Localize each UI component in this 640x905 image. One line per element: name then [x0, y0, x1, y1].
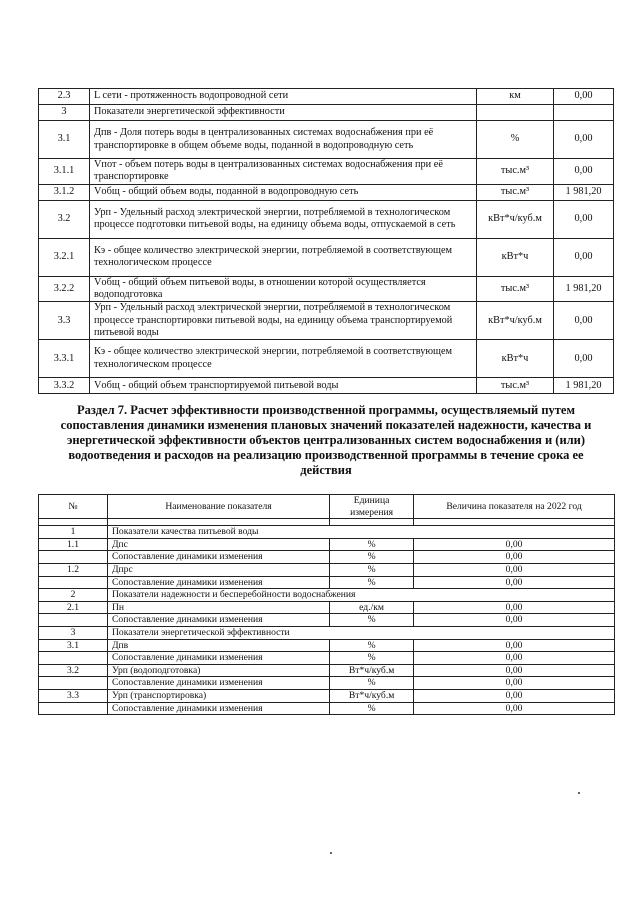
group-row	[39, 589, 615, 602]
row-unit: ед./км	[330, 601, 414, 614]
col-header-unit: Единица измерения	[330, 495, 414, 519]
row-unit: кВт*ч/куб.м	[477, 302, 554, 340]
row-value: 0,00	[554, 238, 614, 276]
table-row	[39, 614, 615, 627]
row-number: 3.3.1	[39, 340, 90, 378]
row-number: 3.1.1	[39, 159, 90, 185]
table-row	[39, 378, 614, 394]
indicators-table-continued	[38, 88, 614, 394]
row-unit	[477, 105, 554, 121]
row-unit: %	[330, 639, 414, 652]
table-row	[39, 121, 614, 159]
table-row	[39, 664, 615, 677]
row-number	[39, 551, 108, 564]
table-row	[39, 639, 615, 652]
table-row	[39, 601, 615, 614]
row-name: Дпв - Доля потерь воды в централизованных системах водоснабжения при её транспортировке в общем объеме воды, поданной в водопроводную сеть	[90, 121, 477, 159]
row-value: 0,00	[414, 551, 615, 564]
row-number: 3.1	[39, 639, 108, 652]
table-row	[39, 105, 614, 121]
table-row	[39, 576, 615, 589]
row-value: 0,00	[554, 340, 614, 378]
table-row	[39, 702, 615, 715]
row-value: 0,00	[414, 664, 615, 677]
row-value: 0,00	[414, 677, 615, 690]
row-number	[39, 614, 108, 627]
row-name: Урп - Удельный расход электрической энергии, потребляемой в технологическом процессе транспортировки питьевой воды, на единицу объема транспортируемой питьевой воды	[90, 302, 477, 340]
row-unit: %	[330, 576, 414, 589]
table-row	[39, 563, 615, 576]
row-number: 2	[39, 589, 108, 602]
row-unit: %	[477, 121, 554, 159]
table-row	[39, 200, 614, 238]
row-number: 3.2	[39, 200, 90, 238]
row-number	[39, 576, 108, 589]
row-name: Дпрс	[108, 563, 330, 576]
row-unit: %	[330, 677, 414, 690]
row-number: 3.3	[39, 302, 90, 340]
table-row	[39, 159, 614, 185]
row-number: 3.2	[39, 664, 108, 677]
header-spacer-row	[39, 519, 615, 526]
row-value: 0,00	[554, 89, 614, 105]
row-number	[39, 652, 108, 665]
group-name: Показатели надежности и бесперебойности водоснабжения	[108, 589, 615, 602]
group-row	[39, 526, 615, 539]
row-name: Кэ - общее количество электрической энергии, потребляемой в соответствующем технологическом процессе	[90, 238, 477, 276]
row-number: 1.2	[39, 563, 108, 576]
group-name: Показатели энергетической эффективности	[108, 626, 615, 639]
table-row	[39, 184, 614, 200]
row-number: 1	[39, 526, 108, 539]
row-name: Кэ - общее количество электрической энергии, потребляемой в соответствующем технологическом процессе	[90, 340, 477, 378]
table-row	[39, 551, 615, 564]
row-value: 0,00	[414, 702, 615, 715]
table-row	[39, 689, 615, 702]
row-name: Показатели энергетической эффективности	[90, 105, 477, 121]
row-unit: %	[330, 563, 414, 576]
row-number	[39, 702, 108, 715]
row-name: Vобщ - общий объем воды, поданной в водопроводную сеть	[90, 184, 477, 200]
table-row	[39, 340, 614, 378]
row-number: 3.3.2	[39, 378, 90, 394]
row-value: 0,00	[414, 576, 615, 589]
row-name: Урп (транспортировка)	[108, 689, 330, 702]
col-header-value: Величина показателя на 2022 год	[414, 495, 615, 519]
row-value: 0,00	[554, 121, 614, 159]
row-number: 3.1.2	[39, 184, 90, 200]
row-name: Пн	[108, 601, 330, 614]
table-row	[39, 302, 614, 340]
row-name: Сопоставление динамики изменения	[108, 576, 330, 589]
row-value: 0,00	[414, 614, 615, 627]
row-value: 0,00	[414, 538, 615, 551]
table-row	[39, 89, 614, 105]
col-header-number: №	[39, 495, 108, 519]
row-unit: %	[330, 702, 414, 715]
row-value: 0,00	[554, 159, 614, 185]
scan-speck	[330, 852, 332, 854]
table-row	[39, 538, 615, 551]
row-name: Сопоставление динамики изменения	[108, 652, 330, 665]
row-number: 1.1	[39, 538, 108, 551]
row-value: 0,00	[414, 601, 615, 614]
row-number: 3	[39, 105, 90, 121]
row-unit: тыс.м³	[477, 378, 554, 394]
row-unit: Вт*ч/куб.м	[330, 689, 414, 702]
row-name: Vобщ - общий объем питьевой воды, в отношении которой осуществляется водоподготовка	[90, 276, 477, 302]
row-unit: км	[477, 89, 554, 105]
row-number: 2.3	[39, 89, 90, 105]
row-value: 0,00	[414, 652, 615, 665]
row-value: 0,00	[414, 689, 615, 702]
group-name: Показатели качества питьевой воды	[108, 526, 615, 539]
row-unit: кВт*ч	[477, 238, 554, 276]
row-number	[39, 677, 108, 690]
row-number: 3.3	[39, 689, 108, 702]
row-unit: %	[330, 551, 414, 564]
row-unit: кВт*ч/куб.м	[477, 200, 554, 238]
col-header-name: Наименование показателя	[108, 495, 330, 519]
row-value: 0,00	[554, 302, 614, 340]
table-row	[39, 652, 615, 665]
efficiency-table	[38, 494, 615, 715]
section-7-title: Раздел 7. Расчет эффективности производственной программы, осуществляемый путем сопоставления динамики изменения плановых значений показателей надежности, качества и энергетической эффективности объектов централизованных систем водоснабжения и (или) водоотведения и расходов на реализацию производственной программы в течение срока ее действия	[60, 403, 592, 477]
table-row	[39, 238, 614, 276]
row-name: Vобщ - общий объем транспортируемой питьевой воды	[90, 378, 477, 394]
row-value: 1 981,20	[554, 378, 614, 394]
row-name: Урп (водоподготовка)	[108, 664, 330, 677]
row-unit: тыс.м³	[477, 276, 554, 302]
row-number: 3.1	[39, 121, 90, 159]
row-number: 3.2.1	[39, 238, 90, 276]
table-header-row	[39, 495, 615, 519]
row-number: 3.2.2	[39, 276, 90, 302]
row-name: Сопоставление динамики изменения	[108, 702, 330, 715]
row-unit: кВт*ч	[477, 340, 554, 378]
row-value: 1 981,20	[554, 184, 614, 200]
row-unit: Вт*ч/куб.м	[330, 664, 414, 677]
row-value: 0,00	[414, 639, 615, 652]
group-row	[39, 626, 615, 639]
row-value: 0,00	[414, 563, 615, 576]
row-number: 3	[39, 626, 108, 639]
row-unit: %	[330, 538, 414, 551]
table-row	[39, 677, 615, 690]
row-unit: %	[330, 614, 414, 627]
row-name: Сопоставление динамики изменения	[108, 677, 330, 690]
row-unit: %	[330, 652, 414, 665]
scan-speck	[578, 792, 580, 794]
row-name: Сопоставление динамики изменения	[108, 614, 330, 627]
row-name: Vпот - объем потерь воды в централизованных системах водоснабжения при её транспортировке	[90, 159, 477, 185]
row-name: Дпв	[108, 639, 330, 652]
row-unit: тыс.м³	[477, 184, 554, 200]
row-value	[554, 105, 614, 121]
row-name: Сопоставление динамики изменения	[108, 551, 330, 564]
row-unit: тыс.м³	[477, 159, 554, 185]
row-name: Урп - Удельный расход электрической энергии, потребляемой в технологическом процессе подготовки питьевой воды, на единицу объема воды, отпускаемой в сеть	[90, 200, 477, 238]
table-row	[39, 276, 614, 302]
row-value: 0,00	[554, 200, 614, 238]
row-number: 2.1	[39, 601, 108, 614]
row-value: 1 981,20	[554, 276, 614, 302]
row-name: Дпс	[108, 538, 330, 551]
row-name: L сети - протяженность водопроводной сети	[90, 89, 477, 105]
